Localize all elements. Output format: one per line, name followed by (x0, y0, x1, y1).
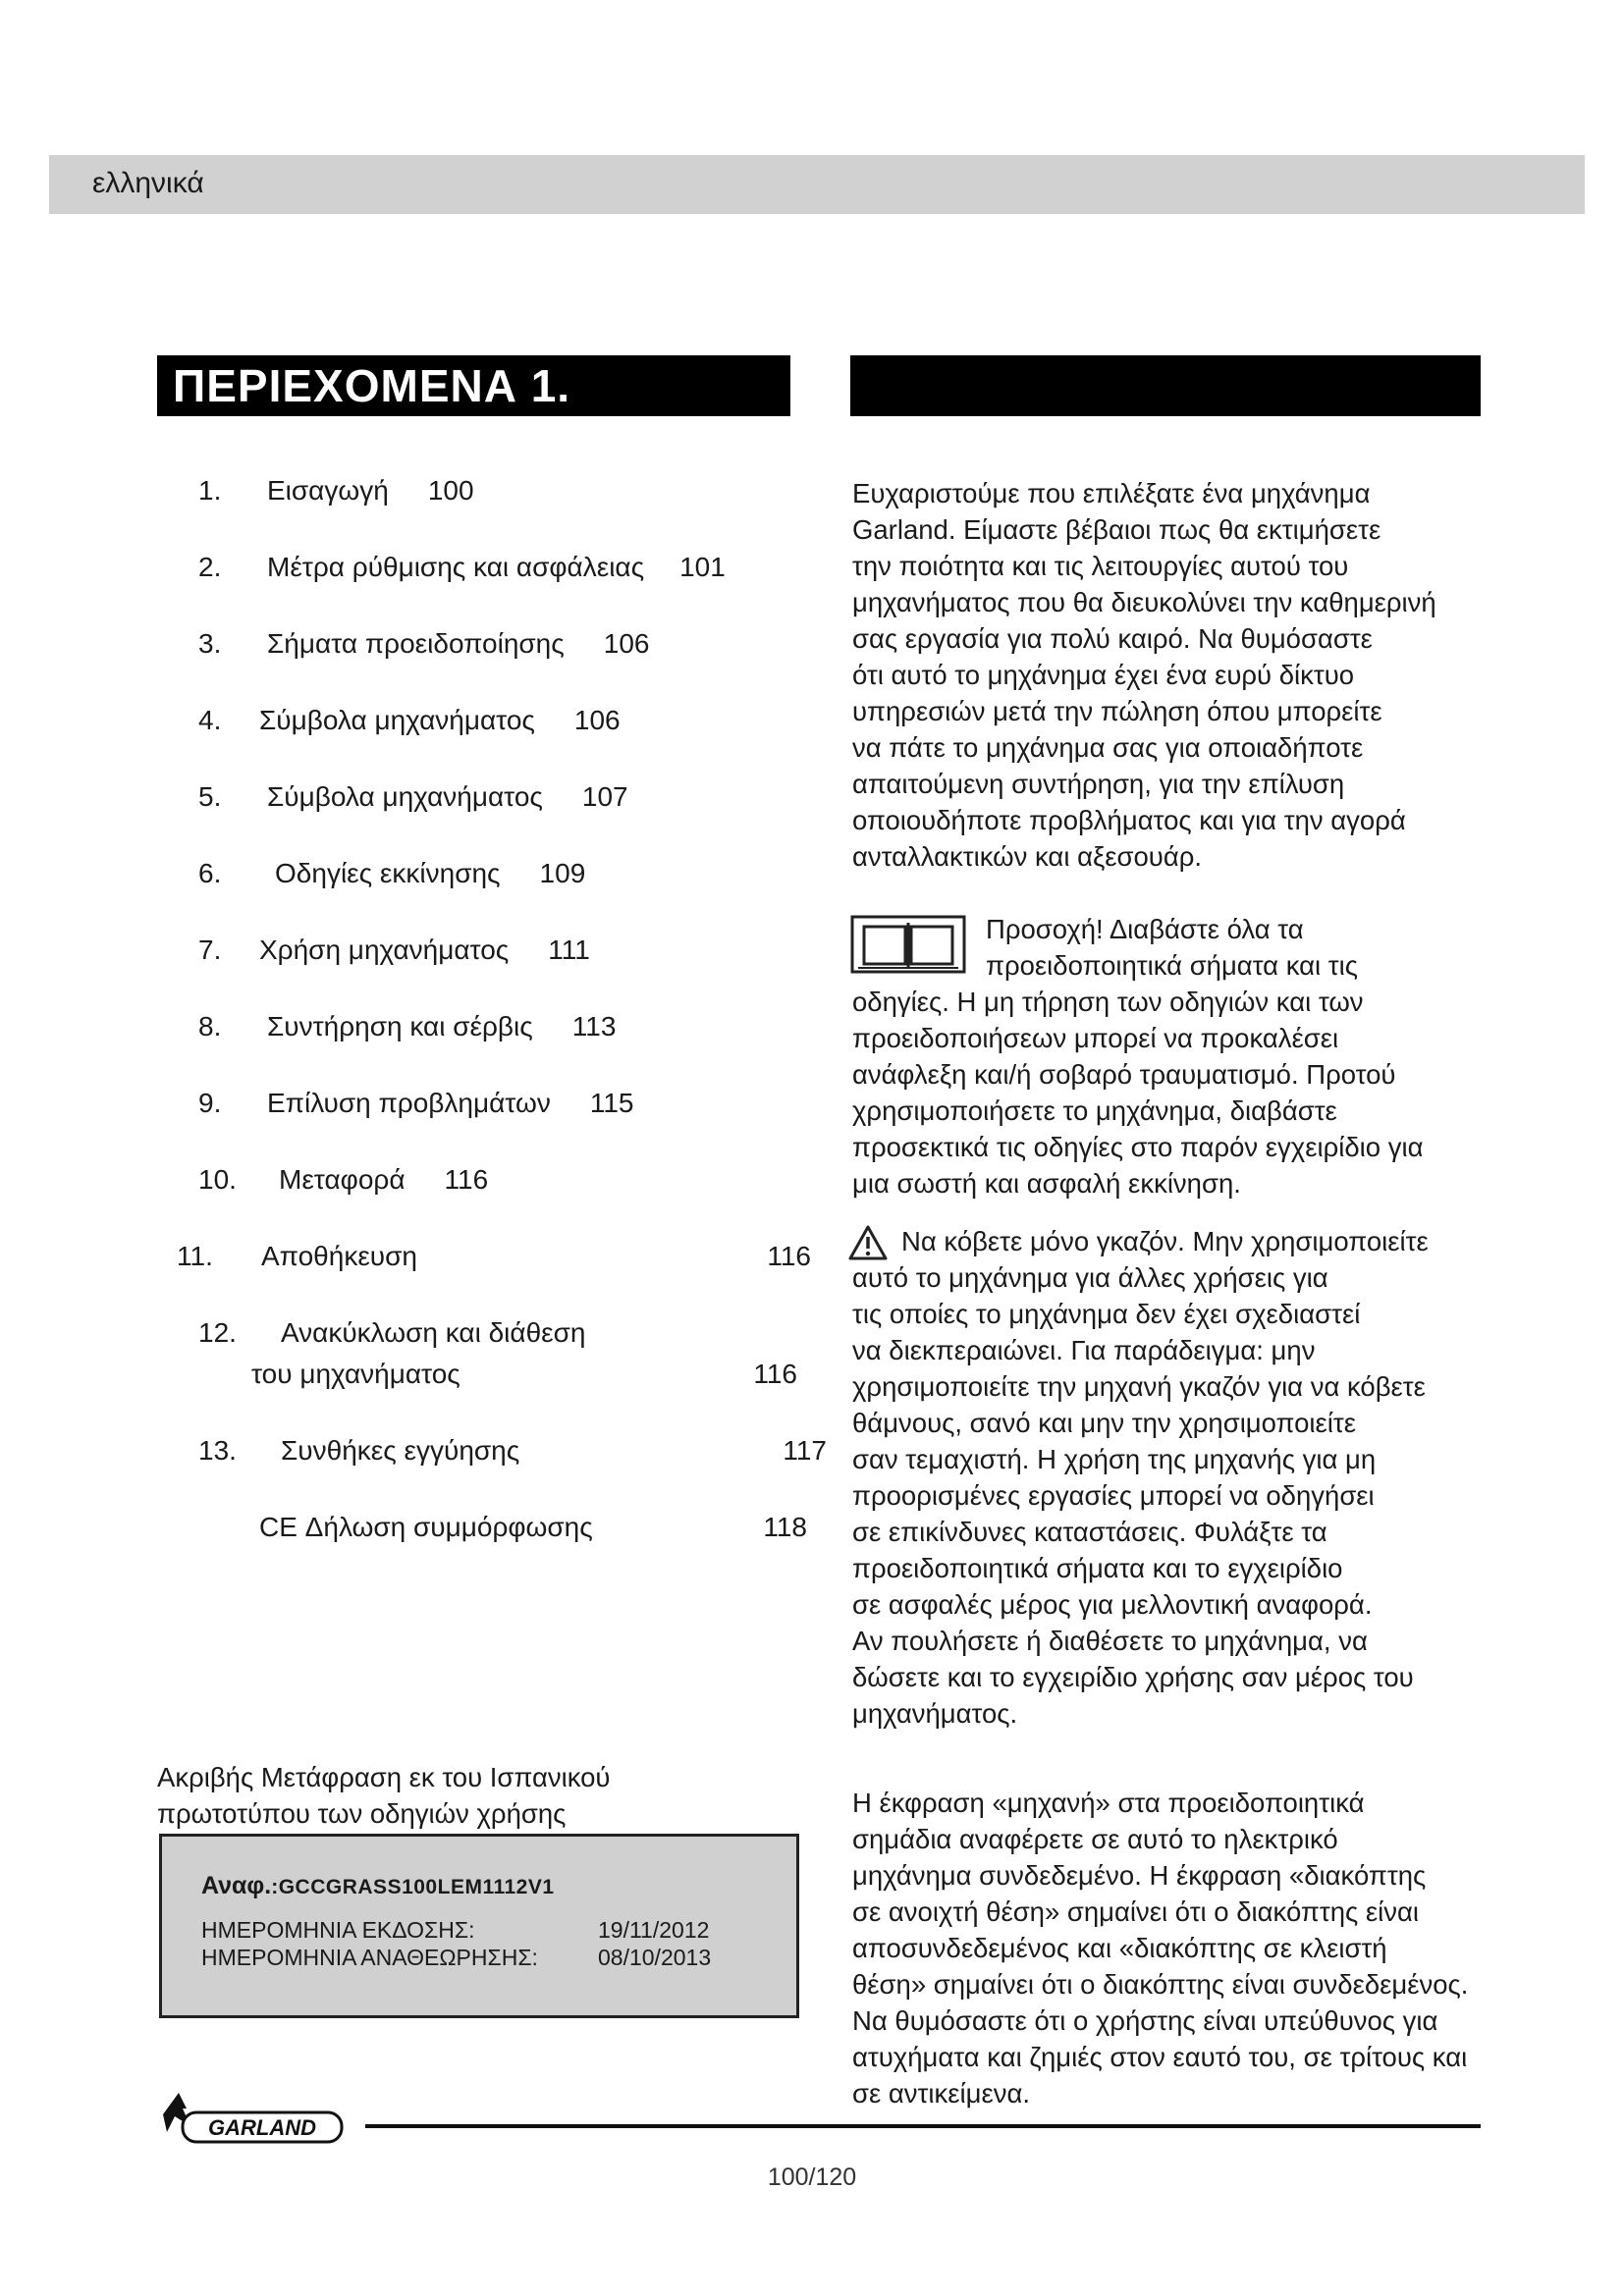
toc-item: 7. Χρήση μηχανήματος 111 (198, 934, 590, 965)
toc-item: CE Δήλωση συμμόρφωσης 118 (259, 1512, 807, 1542)
toc-item-continued: του μηχανήματος 116 (251, 1359, 797, 1389)
svg-text:GARLAND: GARLAND (208, 2115, 316, 2140)
toc-item: 4. Σύμβολα μηχανήματος 106 (198, 705, 621, 735)
toc-item: 3. Σήματα προειδοποίησης 106 (198, 628, 650, 659)
intro-paragraph-4: Η έκφραση «μηχανή» στα προειδοποιητικά σημάδια αναφέρετε σε αυτό το ηλεκτρικό μηχάνημα συνδεδεμένο. Η έκφραση «διακόπτης σε ανοιχτή θέση» σημαίνει ότι ο διακόπτης είναι αποσυνδεδεμένος και «διακόπτης σε κλειστή θέση» σημαίνει ότι ο διακόπτης είναι συνδεδεμένος. Να θυμόσαστε ότι ο χρήστης είναι υπεύθυνος για ατυχήματα και ζημιές στον εαυτό του, σε τρίτους και σε αντικείμενα. (852, 1788, 1469, 2109)
toc-item: 8. Συντήρηση και σέρβις 113 (198, 1011, 617, 1041)
toc-item: 12. Ανακύκλωση και διάθεση (198, 1317, 586, 1348)
page-number: 100/120 (767, 2163, 857, 2191)
toc-item: 13. Συνθήκες εγγύησης 117 (198, 1435, 827, 1466)
warning-icon (848, 1225, 888, 1260)
intro-paragraph-3-first: Να κόβετε μόνο γκαζόν. Μην χρησιμοποιείτε (901, 1226, 1429, 1256)
reference-code: Αναφ.:GCCGRASS100LEM1112V1 (201, 1872, 555, 1899)
manual-book-icon (850, 915, 966, 974)
intro-paragraph-2: οδηγίες. Η μη τήρηση των οδηγιών και των προειδοποιήσεων μπορεί να προκαλέσει ανάφλεξη και/ή σοβαρό τραυματισμό. Προτού χρησιμοποιήσετε το μηχάνημα, διαβάστε προσεκτικά τις οδηγίες στο παρόν εγχειρίδιο για μια σωστή και ασφαλή εκκίνηση. (852, 987, 1424, 1199)
toc-item: 2. Μέτρα ρύθμισης και ασφάλειας 101 (198, 552, 726, 582)
intro-paragraph-3: αυτό το μηχάνημα για άλλες χρήσεις για τις οποίες το μηχάνημα δεν έχει σχεδιαστεί να διεκπεραιώνει. Για παράδειγμα: μην χρησιμοποιείτε την μηχανή γκαζόν για να κόβετε θάμνους, σανό και μην την χρησιμοποιείτε σαν τεμαχιστή. Η χρήση της μηχανής για μη προορισμένες εργασίες μπορεί να οδηγήσει σε επικίνδυνες καταστάσεις. Φυλάξτε τα προειδοποιητικά σήματα και το εγχειρίδιο σε ασφαλές μέρος για μελλοντική αναφορά. Αν πουλήσετε ή διαθέσετε το μηχάνημα, να δώσετε και το εγχειρίδιο χρήσης σαν μέρος του μηχανήματος. (852, 1262, 1426, 1729)
toc-item: 9. Επίλυση προβλημάτων 115 (198, 1088, 634, 1118)
garland-logo (157, 2087, 346, 2154)
language-bar (49, 155, 1585, 214)
toc-item: 10. Μεταφορά 116 (198, 1164, 489, 1195)
toc-item: 5. Σύμβολα μηχανήματος 107 (198, 781, 628, 812)
intro-paragraph-1: Ευχαριστούμε που επιλέξατε ένα μηχάνημα Garland. Είμαστε βέβαιοι πως θα εκτιμήσετε την ποιότητα και τις λειτουργίες αυτού του μηχανήματος που θα διευκολύνει την καθημερινή σας εργασία για πολύ καιρό. Να θυμόσαστε ότι αυτό το μηχάνημα έχει ένα ευρύ δίκτυο υπηρεσιών μετά την πώληση όπου μπορείτε να πάτε το μηχάνημα σας για οποιαδήποτε απαιτούμενη συντήρηση, για την επίλυση οποιουδήποτε προβλήματος και για την αγορά ανταλλακτικών και αξεσουάρ. (852, 478, 1436, 872)
translation-note: Ακριβής Μετάφραση εκ του Ισπανικού πρωτοτύπου των οδηγιών χρήσης (157, 1762, 611, 1829)
footer-rule (365, 2124, 1481, 2128)
title-bar-right (850, 355, 1481, 416)
issue-date-row: ΗΜΕΡΟΜΗΝΙΑ ΕΚΔΟΣΗΣ: 19/11/2012 (201, 1917, 710, 1943)
section-title: ΠΕΡΙΕΧΟΜΕΝΑ 1. ΕΙΣΑΓΩΓΗ (157, 355, 790, 416)
toc-item: 1. Εισαγωγή 100 (198, 475, 474, 506)
intro-paragraph-2-indent: Προσοχή! Διαβάστε όλα τα προειδοποιητικά σήματα και τις (986, 914, 1359, 981)
toc-item: 6. Οδηγίες εκκίνησης 109 (198, 858, 586, 888)
language-label: ελληνικά (92, 167, 204, 199)
reference-box (159, 1834, 799, 2018)
toc-item: 11. Αποθήκευση 116 (177, 1241, 811, 1271)
revision-date-row: ΗΜΕΡΟΜΗΝΙΑ ΑΝΑΘΕΩΡΗΣΗΣ: 08/10/2013 (201, 1945, 712, 1970)
